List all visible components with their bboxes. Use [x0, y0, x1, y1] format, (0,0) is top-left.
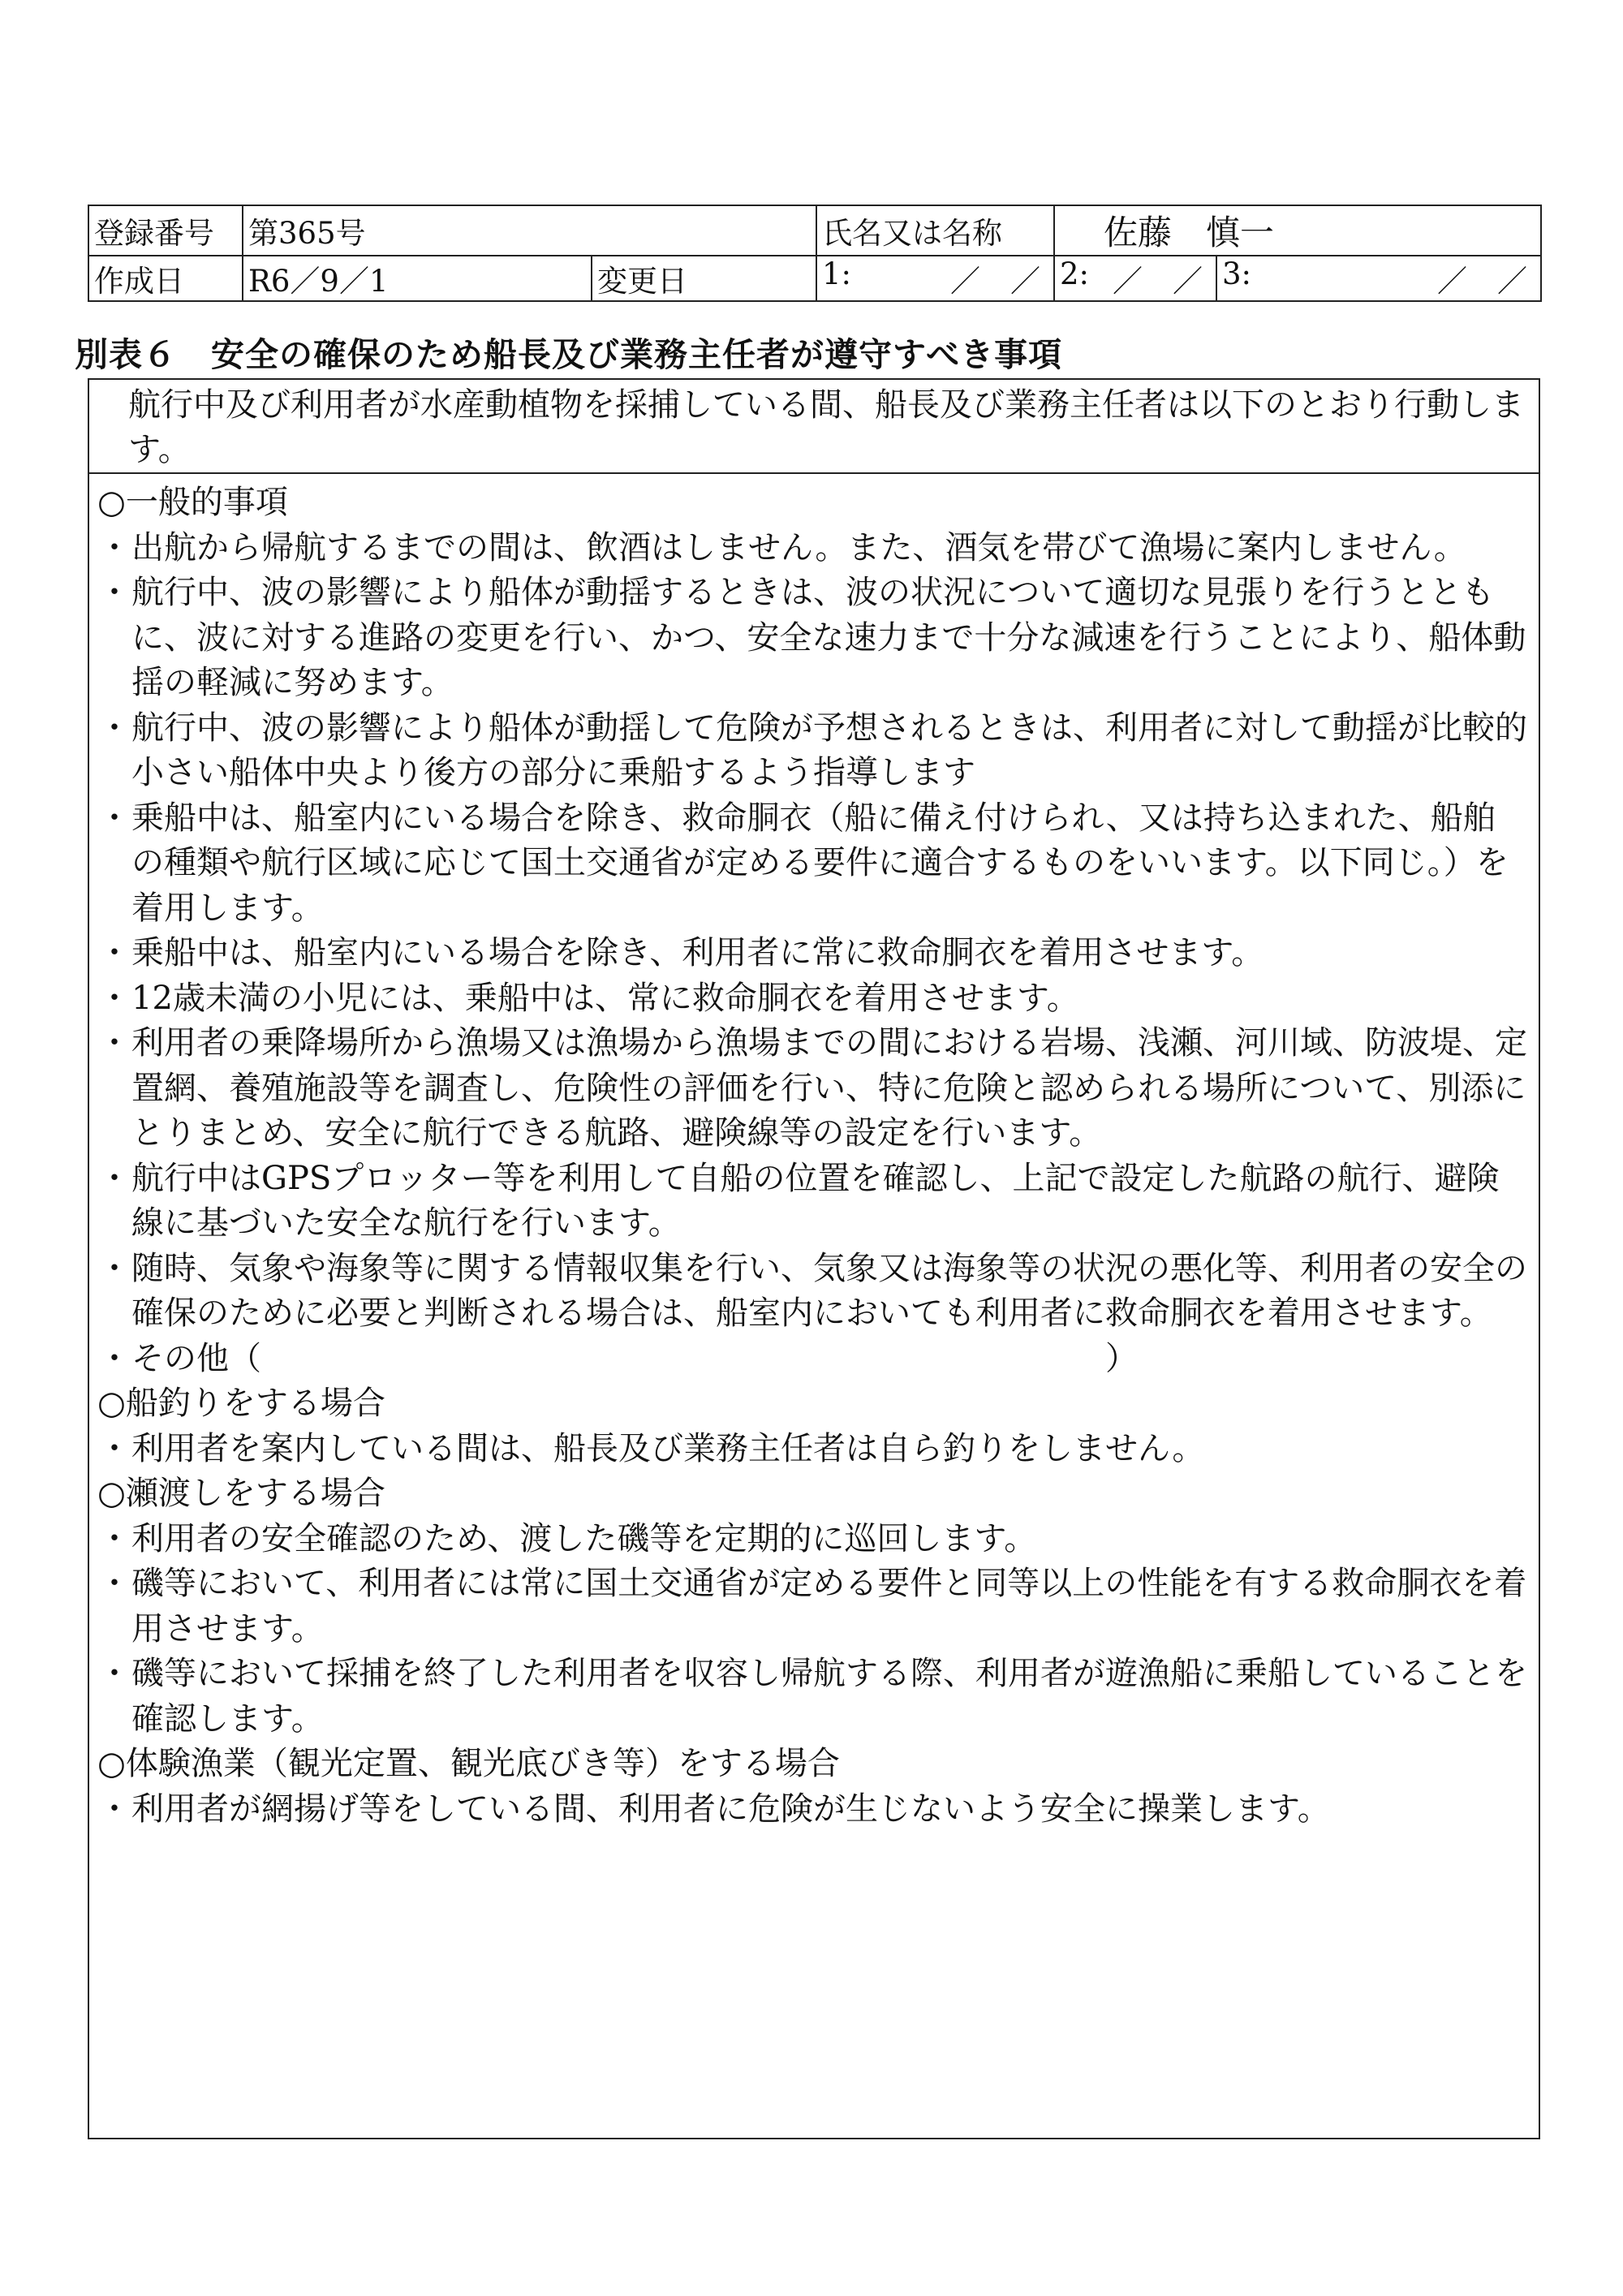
section-heading: ○一般的事項 — [97, 484, 288, 521]
rules-box — [88, 474, 1540, 2139]
list-item — [97, 1157, 1527, 1247]
name-label: 氏名又は名称 — [816, 205, 1054, 256]
section-boat-fishing — [97, 1381, 1527, 1471]
list-item-text: 磯等において採捕を終了した利用者を収容し帰航する際、利用者が遊漁船に乗船していることを確認します。 — [131, 1655, 1527, 1738]
section-experience-fishing — [97, 1742, 1527, 1832]
list-item-text: 航行中、波の影響により船体が動揺するときは、波の状況について適切な見張りを行うとともに、波に対する進路の変更を行い、かつ、安全な速力まで十分な減速を行うことにより、船体動揺の軽減に努めます。 — [131, 574, 1526, 701]
list-item — [97, 571, 1527, 706]
list-item-text: その他（ ） — [131, 1339, 1138, 1377]
name-value: 佐藤 慎一 — [1054, 205, 1541, 256]
list-item-text: 利用者が網揚げ等をしている間、利用者に危険が生じないよう安全に操業します。 — [131, 1790, 1330, 1828]
section-heading: ○体験漁業（観光定置、観光底びき等）をする場合 — [97, 1745, 840, 1782]
change-slot-1 — [816, 256, 1054, 301]
intro-text: 航行中及び利用者が水産動植物を採捕している間、船長及び業務主任者は以下のとおり行動します。 — [128, 386, 1524, 468]
bullet-mark: ・ — [98, 1429, 131, 1467]
list-item-text: 乗船中は、船室内にいる場合を除き、利用者に常に救命胴衣を着用させます。 — [131, 934, 1264, 971]
changed-label: 変更日 — [592, 256, 816, 301]
bullet-mark: ・ — [98, 1339, 131, 1377]
list-item — [97, 526, 1527, 571]
list-item-text: 随時、気象や海象等に関する情報収集を行い、気象又は海象等の状況の悪化等、利用者の安全の確保のために必要と判断される場合は、船室内においても利用者に救命胴衣を着用させます。 — [131, 1249, 1527, 1332]
bullet-mark: ・ — [98, 1790, 131, 1828]
list-item-text: 12歳未満の小児には、乗船中は、常に救命胴衣を着用させます。 — [131, 979, 1079, 1017]
reg-value: 第365号 — [243, 205, 816, 256]
section-general — [97, 480, 1527, 1381]
list-item — [97, 1517, 1527, 1562]
created-label: 作成日 — [88, 256, 243, 301]
list-item-text: 利用者の乗降場所から漁場又は漁場から漁場までの間における岩場、浅瀬、河川域、防波堤、定置網、養殖施設等を調査し、危険性の評価を行い、特に危険と認められる場所について、別添にとりまとめ、安全に航行できる航路、避険線等の設定を行います。 — [131, 1024, 1527, 1152]
bullet-mark: ・ — [98, 528, 131, 566]
date-row — [88, 256, 1541, 301]
bullet-mark: ・ — [98, 1519, 131, 1557]
list-item-text: 乗船中は、船室内にいる場合を除き、救命胴衣（船に備え付けられ、又は持ち込まれた、船舶の種類や航行区域に応じて国土交通省が定める要件に適合するものをいいます。以下同じ。）を着用します。 — [131, 799, 1509, 927]
bullet-mark: ・ — [98, 1565, 131, 1602]
change-slot-2-label: 2: — [1060, 256, 1090, 291]
change-slot-2 — [1054, 256, 1216, 301]
bullet-mark: ・ — [98, 574, 131, 611]
list-item — [97, 931, 1527, 976]
list-item — [97, 706, 1527, 796]
list-item-text: 利用者を案内している間は、船長及び業務主任者は自ら釣りをしません。 — [131, 1429, 1205, 1467]
list-item — [97, 1021, 1527, 1157]
list-item-text: 利用者の安全確認のため、渡した磯等を定期的に巡回します。 — [131, 1519, 1037, 1557]
list-item — [97, 1787, 1527, 1833]
list-item — [97, 1652, 1527, 1742]
change-slot-1-slashes: ／ ／ — [950, 264, 1040, 299]
list-item — [97, 1427, 1527, 1472]
list-item-text: 磯等において、利用者には常に国土交通省が定める要件と同等以上の性能を有する救命胴衣を着用させます。 — [131, 1565, 1527, 1648]
list-item — [97, 1247, 1527, 1337]
page-title: 別表６ 安全の確保のため船長及び業務主任者が遵守すべき事項 — [75, 335, 1063, 374]
change-slot-3-slashes: ／ ／ — [1437, 264, 1528, 299]
change-slot-2-slashes: ／ ／ — [1113, 264, 1203, 299]
list-item-text: 航行中、波の影響により船体が動揺して危険が予想されるときは、利用者に対して動揺が比較的小さい船体中央より後方の部分に乗船するよう指導します — [131, 709, 1527, 791]
bullet-mark: ・ — [98, 1159, 131, 1197]
bullet-mark: ・ — [98, 709, 131, 747]
list-item — [97, 976, 1527, 1022]
bullet-mark: ・ — [98, 1024, 131, 1062]
section-rock-transfer — [97, 1471, 1527, 1742]
bullet-mark: ・ — [98, 934, 131, 971]
change-slot-3 — [1216, 256, 1541, 301]
list-item-text: 航行中はGPSプロッター等を利用して自船の位置を確認し、上記で設定した航路の航行、避険線に基づいた安全な航行を行います。 — [131, 1159, 1500, 1242]
bullet-mark: ・ — [98, 1249, 131, 1287]
created-value: R6／9／1 — [243, 256, 592, 301]
list-item — [97, 796, 1527, 932]
list-item — [97, 1562, 1527, 1652]
registration-row — [88, 205, 1541, 256]
list-item — [97, 1337, 1527, 1382]
list-item-text: 出航から帰航するまでの間は、飲酒はしません。また、酒気を帯びて漁場に案内しません。 — [131, 528, 1466, 566]
intro-box — [88, 378, 1540, 474]
change-slot-1-label: 1: — [822, 256, 852, 291]
bullet-mark: ・ — [98, 1655, 131, 1692]
section-heading: ○瀬渡しをする場合 — [97, 1475, 385, 1512]
registration-table — [88, 205, 1542, 302]
bullet-mark: ・ — [98, 799, 131, 837]
bullet-mark: ・ — [98, 979, 131, 1017]
section-heading: ○船釣りをする場合 — [97, 1385, 385, 1422]
reg-label: 登録番号 — [88, 205, 243, 256]
change-slot-3-label: 3: — [1222, 256, 1252, 291]
